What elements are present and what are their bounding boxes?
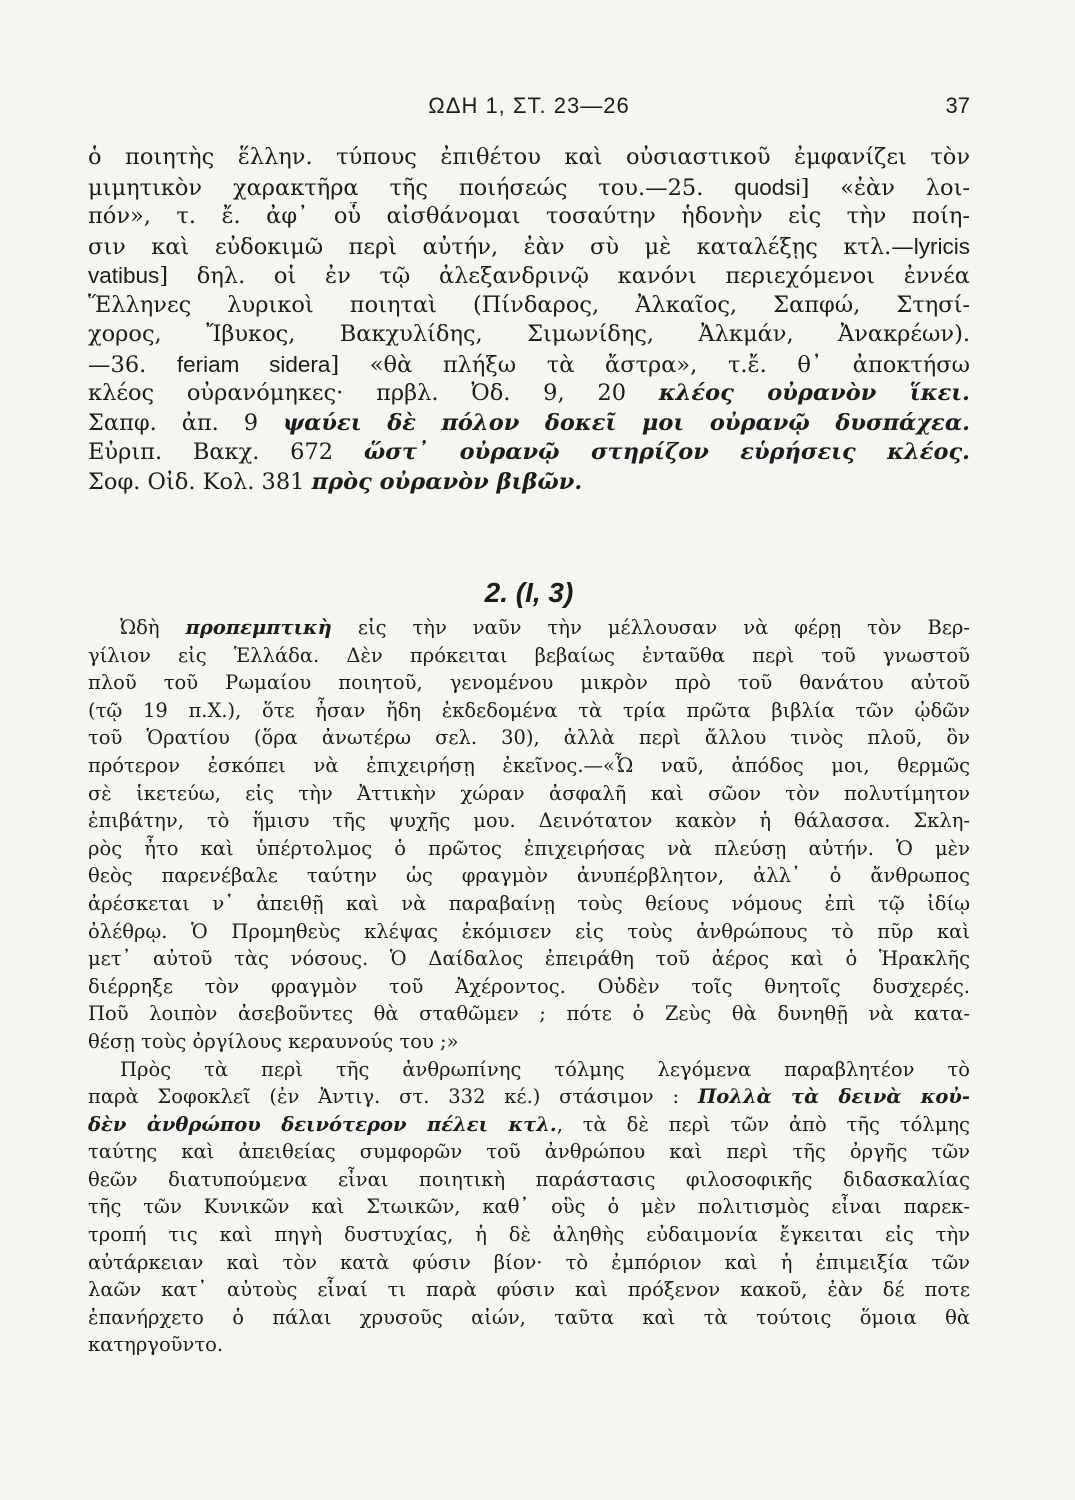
quotation: πρὸς οὐρανὸν βιβῶν. <box>311 468 583 495</box>
running-head <box>88 88 970 124</box>
running-title: ΩΔΗ 1, ΣΤ. 23—26 <box>428 93 630 118</box>
text-line: Ἕλληνες λυρικοὶ ποιηταὶ (Πίνδαρος, Ἀλκαῖος, Σαπφώ, Στησί- <box>88 291 970 318</box>
text-span: Σοφ. Οἰδ. Κολ. 381 <box>88 468 312 495</box>
page-number: 37 <box>945 93 970 118</box>
text-span: σιν καὶ εὐδοκιμῶ περὶ αὐτήν, ἐὰν σὺ μὲ καταλέξῃς κτλ.— <box>88 233 914 260</box>
text-span: , τὰ δὲ περὶ τῶν ἀπὸ τῆς τόλμης <box>556 1112 970 1136</box>
text-line: τροπή τις καὶ πηγὴ δυστυχίας, ἡ δὲ ἀληθὴς εὐδαιμονία ἔγκειται εἰς τὴν <box>88 1223 970 1247</box>
text-line: θεὸς παρενέβαλε ταύτην ὡς φραγμὸν ἀνυπέρβλητον, ἀλλ᾽ ὁ ἄνθρωπος <box>88 864 970 888</box>
text-span: —36. <box>88 351 177 378</box>
text-line: πρότερον ἐσκόπει νὰ ἐπιχειρήσῃ ἐκεῖνος.—«Ὦ ναῦ, ἀπόδος μοι, θερμῶς <box>88 753 970 777</box>
quotation: δὲν ἀνθρώπου δεινότερον πέλει κτλ. <box>88 1112 557 1136</box>
text-line: ἐπιβάτην, τὸ ἥμισυ τῆς ψυχῆς μου. Δεινότατον κακὸν ἡ θάλασσα. Σκλη- <box>88 809 970 833</box>
emphasis: προπεμπτικὴ <box>185 616 332 639</box>
text-span: ] δηλ. οἱ ἐν τῷ ἀλεξανδρινῷ κανόνι περιεχόμενοι ἐννέα <box>159 263 970 289</box>
text-line <box>88 438 970 468</box>
text-line <box>88 1111 970 1139</box>
text-line <box>88 350 970 380</box>
text-line: Ποῦ λοιπὸν ἀσεβοῦντες θὰ σταθῶμεν ; πότε ὁ Ζεὺς θὰ δυνηθῇ νὰ κατα- <box>88 1002 970 1026</box>
commentary-notes <box>88 143 970 497</box>
text-line: θέσῃ τοὺς ὀργίλους κεραυνούς του ;» <box>88 1029 459 1053</box>
text-span: μιμητικὸν χαρακτῆρα τῆς ποιήσεώς του.—25. <box>88 174 735 201</box>
text-line <box>88 1083 970 1111</box>
quotation: ψαύει δὲ πόλον δοκεῖ μοι οὐρανῷ δυσπάχεα. <box>282 409 970 436</box>
text-line: τῆς τῶν Κυνικῶν καὶ Στωικῶν, καθ᾽ οὓς ὁ μὲν πολιτισμὸς εἶναι παρεκ- <box>88 1195 970 1219</box>
text-line: σὲ ἱκετεύω, εἰς τὴν Ἀττικὴν χώραν ἀσφαλῆ καὶ σῶον τὸν πολυτίμητον <box>88 781 970 805</box>
text-line: ρὸς ἦτο καὶ ὑπέρτολμος ὁ πρῶτος ἐπιχειρήσας νὰ πλεύσῃ αὐτήν. Ὁ μὲν <box>88 836 970 860</box>
text-span: ] «θὰ πλήξω τὰ ἄστρα», τ.ἔ. θ᾽ ἀποκτήσω <box>330 351 970 378</box>
text-span: εἰς τὴν ναῦν τὴν μέλλουσαν νὰ φέρῃ τὸν Βερ- <box>331 616 970 639</box>
text-line: Πρὸς τὰ περὶ τῆς ἀνθρωπίνης τόλμης λεγόμενα παραβλητέον τὸ <box>120 1057 970 1081</box>
latin-lemma: lyricis <box>913 233 970 259</box>
text-line <box>88 173 970 203</box>
text-line: αὐτάρκειαν καὶ τὸν κατὰ φύσιν βίον· τὸ ἐμπόριον καὶ ἡ ἐπιμειξία τῶν <box>88 1250 970 1274</box>
text-line: ὁ ποιητὴς ἕλλην. τύπους ἐπιθέτου καὶ οὐσιαστικοῦ ἐμφανίζει τὸν <box>88 144 970 170</box>
text-span: κλέος οὐρανόμηκες· πρβλ. Ὀδ. 9, 20 <box>88 380 659 406</box>
latin-lemma: quodsi <box>734 174 801 200</box>
text-line: πόν», τ. ἔ. ἀφ᾽ οὗ αἰσθάνομαι τοσαύτην ἡδονὴν εἰς τὴν ποίη- <box>88 203 970 229</box>
text-line: ἐπανήρχετο ὁ πάλαι χρυσοῦς αἰών, ταῦτα καὶ τὰ τούτοις ὅμοια θὰ <box>88 1305 970 1329</box>
text-span: παρὰ Σοφοκλεῖ (ἐν Ἀντιγ. στ. 332 κέ.) στάσιμον : <box>88 1085 698 1109</box>
text-span: ] «ἐὰν λοι- <box>800 174 970 201</box>
text-line <box>88 614 970 642</box>
text-span: Εὐριπ. Βακχ. 672 <box>88 439 364 465</box>
section-heading: 2. (I, 3) <box>484 577 574 608</box>
quotation: ὥστ᾽ οὐρανῷ στηρίζον εὑρήσεις κλέος. <box>363 439 970 465</box>
text-line <box>88 409 970 439</box>
text-line: γίλιον εἰς Ἑλλάδα. Δὲν πρόκειται βεβαίως ἐνταῦθα περὶ τοῦ γνωστοῦ <box>88 643 970 667</box>
text-line <box>88 379 970 409</box>
text-line: μετ᾽ αὐτοῦ τὰς νόσους. Ὁ Δαίδαλος ἐπειράθη τοῦ ἀέρος καὶ ὁ Ἡρακλῆς <box>88 947 970 971</box>
text-line: πλοῦ τοῦ Ρωμαίου ποιητοῦ, γενομένου μικρὸν πρὸ τοῦ θανάτου αὐτοῦ <box>88 671 970 695</box>
text-line <box>88 468 970 498</box>
text-line: τοῦ Ὁρατίου (ὅρα ἀνωτέρω σελ. 30), ἀλλὰ περὶ ἄλλου τινὸς πλοῦ, ὃν <box>88 726 970 750</box>
text-line: διέρρηξε τὸν φραγμὸν τοῦ Ἀχέροντος. Οὐδὲν τοῖς θνητοῖς δυσχερές. <box>88 974 970 998</box>
text-line: (τῷ 19 π.Χ.), ὅτε ἦσαν ἤδη ἐκδεδομένα τὰ τρία πρῶτα βιβλία τῶν ᾠδῶν <box>88 698 970 722</box>
text-line: χορος, Ἴβυκος, Βακχυλίδης, Σιμωνίδης, Ἀλκμάν, Ἀνακρέων). <box>88 321 970 347</box>
text-line: ἀρέσκεται ν᾽ ἀπειθῇ καὶ νὰ παραβαίνῃ τοὺς θείους νόμους ἐπὶ τῷ ἰδίῳ <box>88 891 970 915</box>
text-span: Σαπφ. ἀπ. 9 <box>88 409 283 436</box>
text-line: θεῶν διατυπούμενα εἶναι ποιητικὴ παράστασις φιλοσοφικῆς διδασκαλίας <box>88 1167 970 1191</box>
latin-lemma: feriam sidera <box>176 351 331 377</box>
latin-lemma: vatibus <box>88 263 160 288</box>
text-line <box>88 232 970 262</box>
quotation: κλέος οὐρανὸν ἵκει. <box>658 380 970 406</box>
text-line: λαῶν κατ᾽ αὐτοὺς εἶναί τι παρὰ φύσιν καὶ πρόξενον κακοῦ, ἐὰν δέ ποτε <box>88 1278 970 1302</box>
text-line: ταύτης καὶ ἀπειθείας συμφορῶν τοῦ ἀνθρώπου καὶ περὶ τῆς ὀργῆς τῶν <box>88 1140 970 1164</box>
ode-introduction <box>88 614 970 1359</box>
text-line: ὀλέθρῳ. Ὁ Προμηθεὺς κλέψας ἐκόμισεν εἰς τοὺς ἀνθρώπους τὸ πῦρ καὶ <box>88 919 970 943</box>
quotation: Πολλὰ τὰ δεινὰ κοὐ- <box>697 1085 970 1109</box>
text-line: κατηργοῦντο. <box>88 1333 224 1357</box>
text-span: Ὠδὴ <box>120 616 186 639</box>
text-line <box>88 261 970 291</box>
